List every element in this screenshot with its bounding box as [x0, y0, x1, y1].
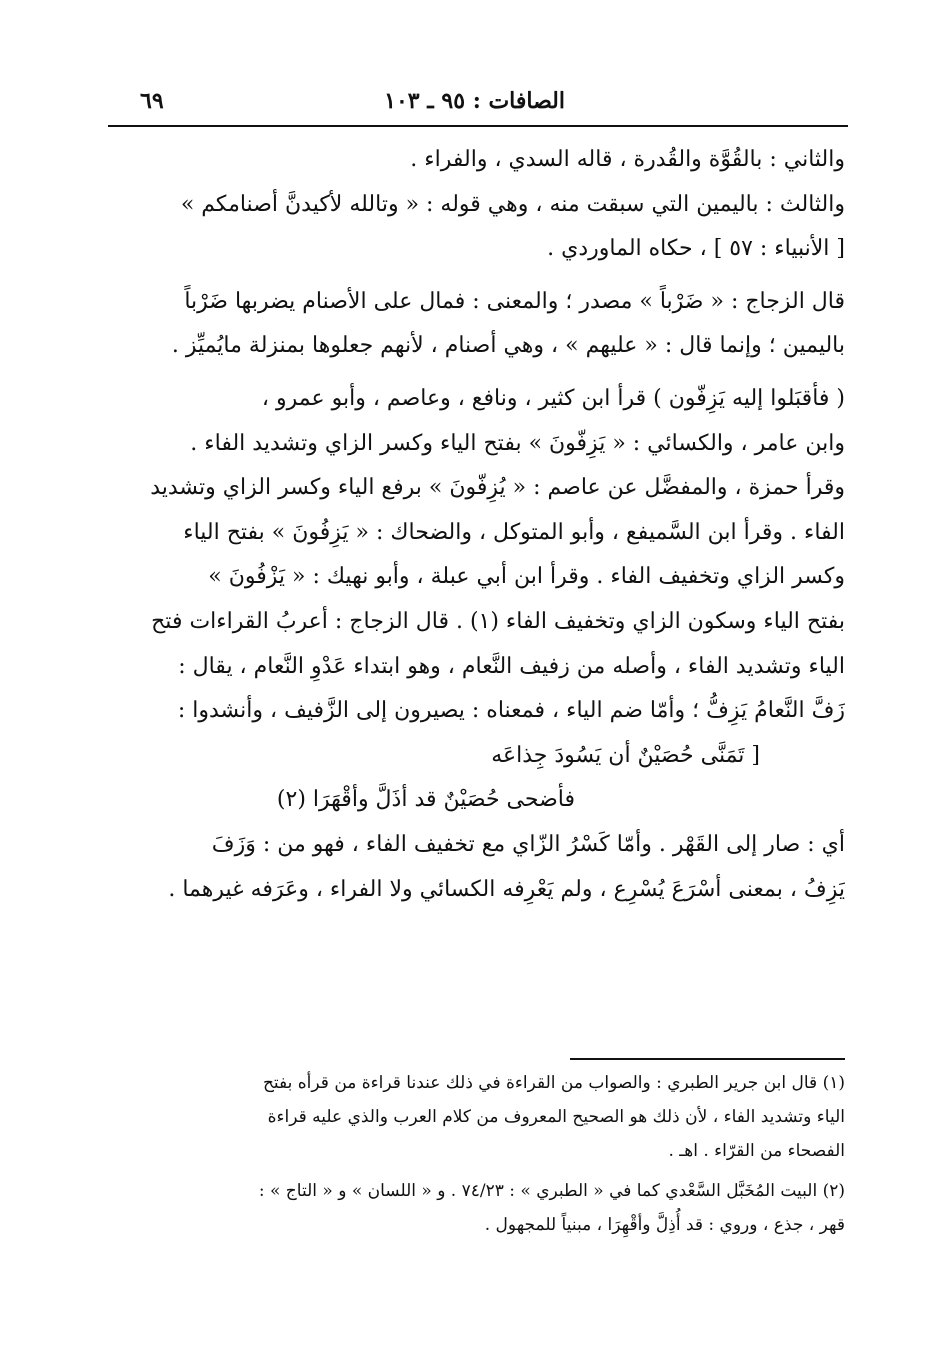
footnotes	[102, 1066, 845, 1242]
poetry-verse-line: [ تَمَنَّى حُصَيْنٌ أن يَسُودَ جِذاعَه	[491, 742, 760, 768]
poetry-verse-line: فأضحى حُصَيْنٌ قد أذَلَّ وأقْهَرَا (٢)	[276, 787, 575, 813]
footnote-rule	[570, 1058, 845, 1060]
text-line: وقرأ حمزة ، والمفضَّل عن عاصم : « يُزِفّونَ » برفع الياء وكسر الزاي وتشديد	[150, 475, 845, 501]
text-line: قال الزجاج : « ضَرْباً » مصدر ؛ والمعنى : فمال على الأصنام يضربها ضَرْباً	[184, 288, 845, 314]
running-header	[110, 84, 845, 120]
text-line: والثاني : بالقُوَّة والقُدرة ، قاله السدي ، والفراء .	[410, 147, 845, 172]
footnote-line: (١) قال ابن جرير الطبري : والصواب من القراءة في ذلك عندنا قراءة من قرأه بفتح	[262, 1073, 845, 1093]
main-text	[102, 138, 845, 912]
surah-range-title: الصافات : ٩٥ ـ ١٠٣	[384, 88, 565, 114]
text-line: الياء وتشديد الفاء ، وأصله من زفيف النَّعام ، وهو ابتداء عَدْوِ النَّعام ، يقال :	[178, 653, 845, 679]
header-rule	[108, 125, 848, 127]
text-line: والثالث : باليمين التي سبقت منه ، وهي قوله : « وتالله لأكيدنَّ أصنامكم »	[180, 191, 845, 217]
page-number: ٦٩	[140, 88, 164, 114]
text-line: ( فأقبَلوا إليه يَزِفّون ) قرأ ابن كثير ، ونافع ، وعاصم ، وأبو عمرو ،	[261, 385, 845, 411]
text-line: الفاء . وقرأ ابن السَّميفع ، وأبو المتوكل ، والضحاك : « يَزِفُونَ » بفتح الياء	[183, 519, 845, 545]
text-line: وكسر الزاي وتخفيف الفاء . وقرأ ابن أبي عبلة ، وأبو نهيك : « يَزْفُونَ »	[208, 564, 845, 590]
text-line: أي : صار إلى القَهْر . وأمّا كَسْرُ الزّاي مع تخفيف الفاء ، فهو من : وَزَفَ	[211, 831, 845, 857]
text-line: بفتح الياء وسكون الزاي وتخفيف الفاء (١) . قال الزجاج : أعربُ القراءات فتح	[151, 608, 845, 634]
text-line: زَفَّ النَّعامُ يَزِفُّ ؛ وأمّا ضم الياء ، فمعناه : يصيرون إلى الزَّفيف ، وأنشدوا :	[177, 698, 845, 724]
text-line: [ الأنبياء : ٥٧ ] ، حكاه الماوردي .	[547, 236, 845, 262]
text-line: وابن عامر ، والكسائي : « يَزِفّونَ » بفتح الياء وكسر الزاي وتشديد الفاء .	[190, 430, 845, 456]
footnote-line: الياء وتشديد الفاء ، لأن ذلك هو الصحيح المعروف من كلام العرب والذي عليه قراءة	[267, 1107, 845, 1127]
paragraph-gap	[102, 369, 845, 377]
paragraph-gap	[102, 272, 845, 280]
footnote-line: الفصحاء من القرّاء . اهـ .	[668, 1141, 845, 1161]
text-line: يَزِفُ ، بمعنى أسْرَعَ يُسْرِع ، ولم يَعْرِفه الكسائي ولا الفراء ، وعَرَفه غيرهما .	[168, 876, 845, 902]
text-line: باليمين ؛ وإنما قال : « عليهم » ، وهي أصنام ، لأنهم جعلوها بمنزلة مايُميِّز .	[171, 333, 845, 359]
footnote-line: (٢) البيت المُخَبَّل السَّعْدي كما في « الطبري » : ٧٤/٢٣ . و « اللسان » و « التاج » :	[258, 1181, 845, 1201]
footnote-line: قهر ، جذع ، وروي : قد أُذِلَّ وأقْهِرَا ، مبنياً للمجهول .	[484, 1215, 845, 1235]
